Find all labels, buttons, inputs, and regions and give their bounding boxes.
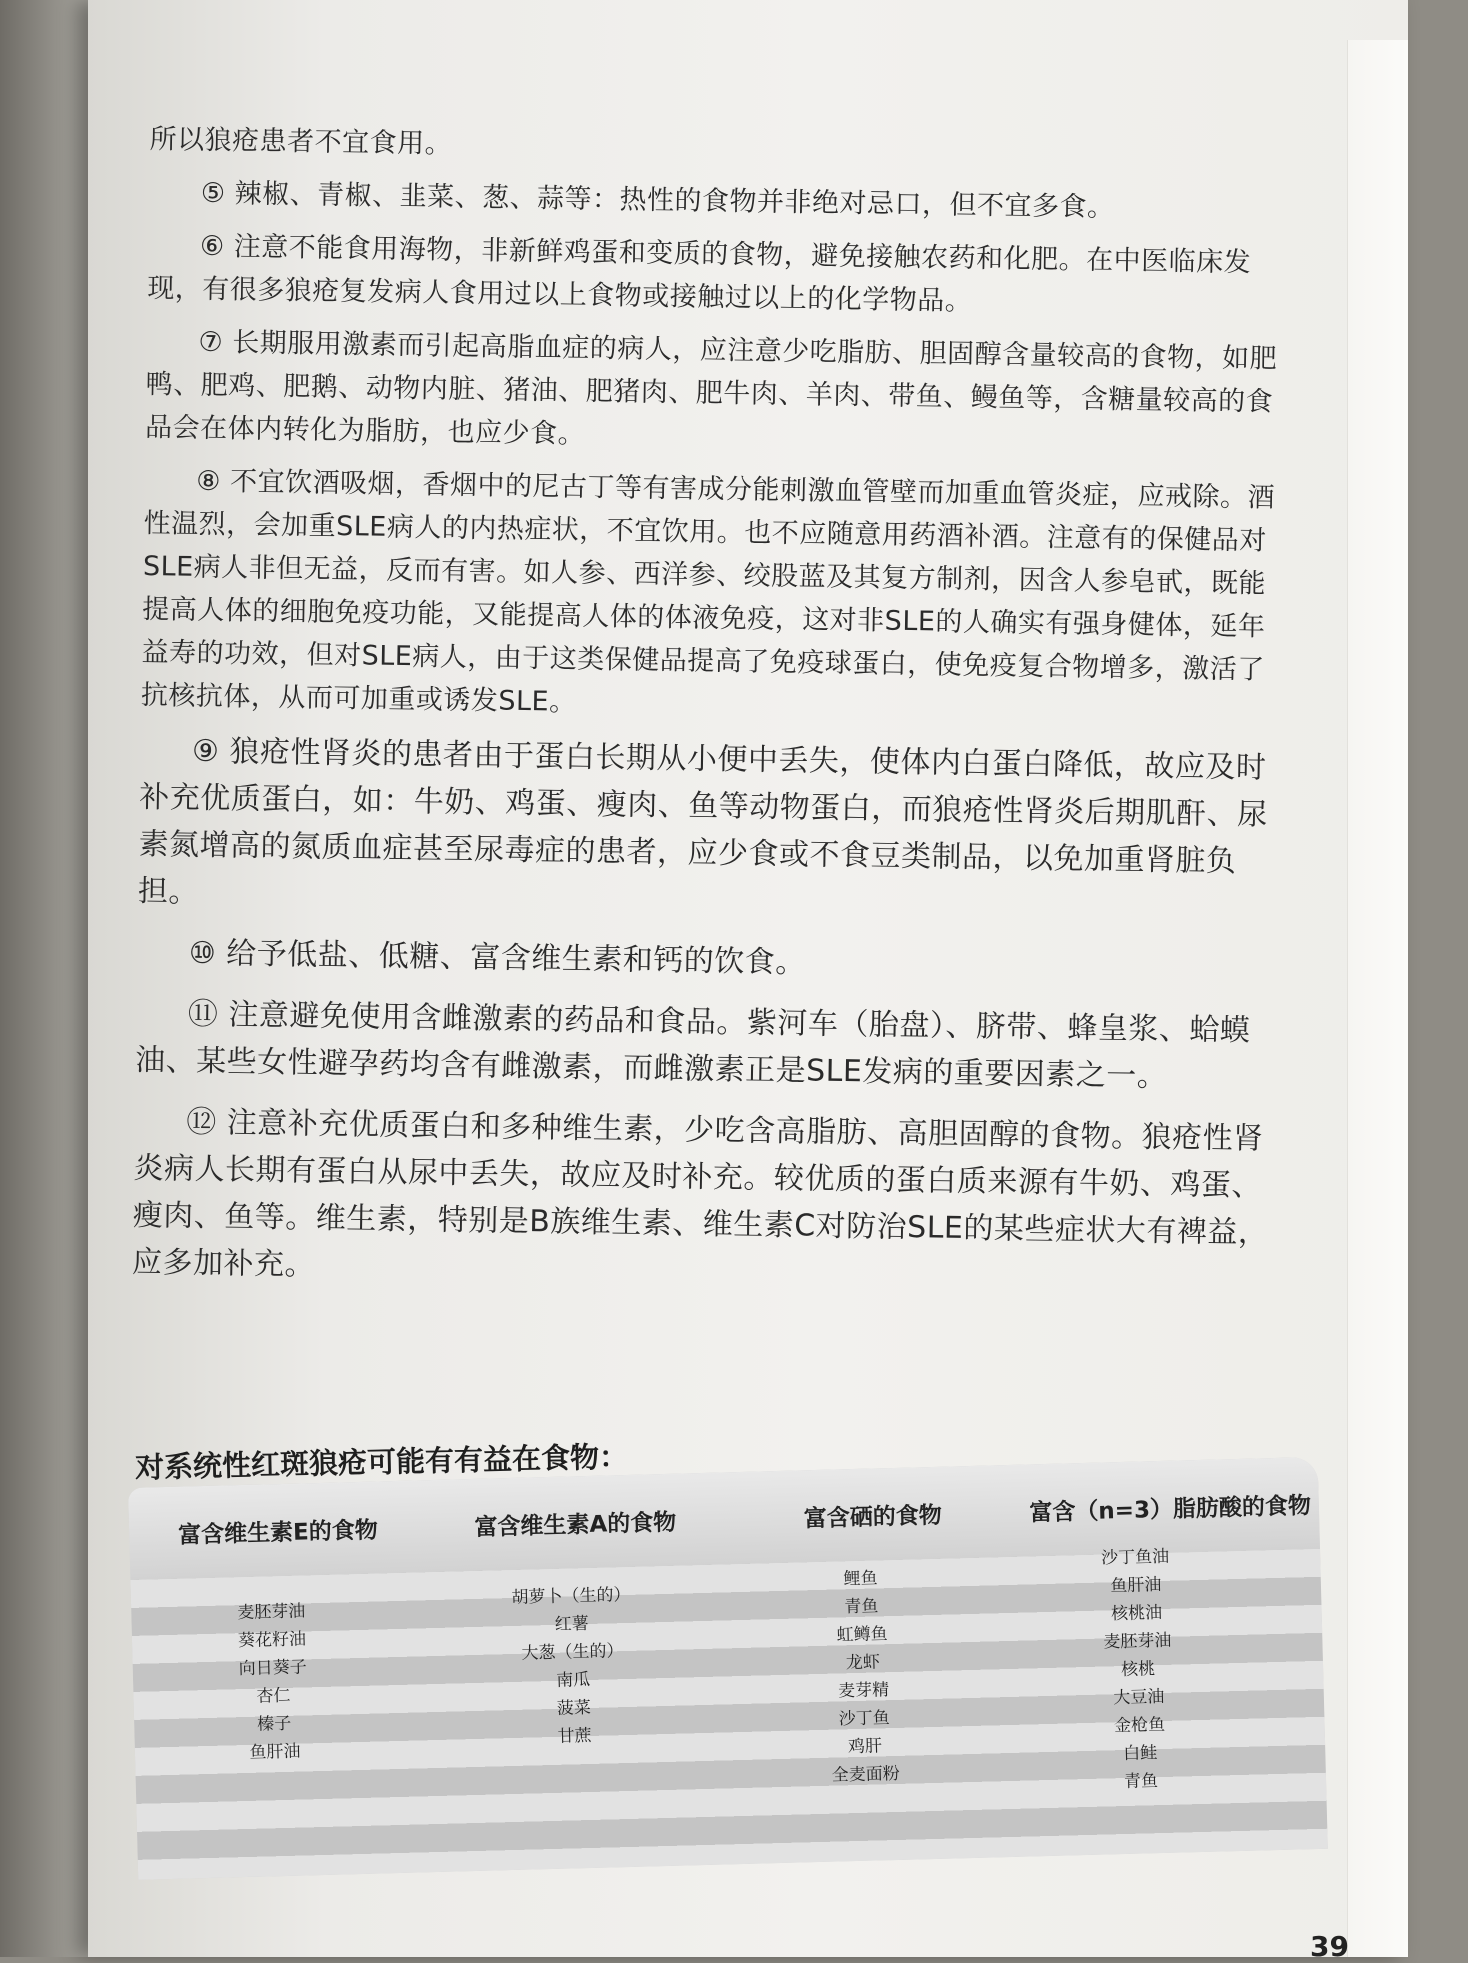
table-cell: 鱼肝油 <box>249 1741 301 1763</box>
table-cell: 麦芽精 <box>837 1680 890 1702</box>
table-cell: 全麦面粉 <box>831 1763 901 1786</box>
paragraph-9: ⑨ 狼疮性肾炎的患者由于蛋白长期从小便中丢失，使体内白蛋白降低，故应及时补充优质蛋白，如：牛奶、鸡蛋、瘦肉、鱼等动物蛋白，而狼疮性肾炎后期肌酐、尿素氮增高的氮质血症甚至尿毒症的患者，应少食或不食豆类制品，以免加重肾脏负担。 <box>137 733 1268 910</box>
table-cell: 核桃 <box>1120 1659 1156 1681</box>
header-vitamin-a: 富含维生素A的食物 <box>474 1509 677 1541</box>
header-selenium: 富含硒的食物 <box>803 1502 943 1532</box>
header-omega3: 富含（n=3）脂肪酸的食物 <box>1029 1492 1312 1526</box>
table-cell: 鸡肝 <box>847 1736 883 1758</box>
table-cell: 麦胚芽油 <box>1103 1630 1172 1653</box>
table-cell: 葵花籽油 <box>237 1629 307 1652</box>
paragraph-intro: 所以狼疮患者不宜食用。 <box>149 123 453 160</box>
table-cell: 胡萝卜（生的） <box>511 1584 631 1608</box>
header-vitamin-e: 富含维生素E的食物 <box>177 1516 379 1549</box>
paragraph-6: ⑥ 注意不能食用海物，非新鲜鸡蛋和变质的食物，避免接触农药和化肥。在中医临床发现，有很多狼疮复发病人食用过以上食物或接触过以上的化学物品。 <box>147 230 1252 317</box>
table-cell: 向日葵子 <box>238 1657 308 1680</box>
table-cell: 沙丁鱼 <box>838 1708 891 1730</box>
column-omega3 <box>1030 1541 1247 1798</box>
table-cell: 杏仁 <box>256 1685 291 1707</box>
column-selenium <box>760 1562 966 1791</box>
table-cell: 龙虾 <box>845 1652 881 1674</box>
paragraph-8: ⑧ 不宜饮酒吸烟，香烟中的尼古丁等有害成分能刺激血管壁而加重血管炎症，应戒除。酒性温烈，会加重SLE病人的内热症状，不宜饮用。也不应随意用药酒补酒。注意有的保健品对SLE病人非但无益，反而有害。如人参、西洋参、绞股蓝及其复方制剂，因含人参皂甙，既能提高人体的细胞免疫功能，又能提高人体的体液免疫，这对非SLE的人确实有强身健体，延年益寿的功效，但对SLE病人，由于这类保健品提高了免疫球蛋白，使免疫复合物增多，激活了抗核抗体，从而可加重或诱发SLE。 <box>140 465 1276 718</box>
table-cell: 大葱（生的） <box>521 1641 624 1664</box>
table-cell: 鱼肝油 <box>1110 1574 1162 1597</box>
table-cell: 鲤鱼 <box>843 1568 878 1590</box>
paragraph-12: ⑫ 注意补充优质蛋白和多种维生素，少吃含高脂肪、高胆固醇的食物。狼疮性肾炎病人长期有蛋白从尿中丢失，故应及时补充。较优质的蛋白质来源有牛奶、鸡蛋、瘦肉、鱼等。维生素，特别是B族维生素、维生素C对防治SLE的某些症状大有裨益，应多加补充。 <box>131 1104 1269 1283</box>
table-cell: 白鲑 <box>1123 1743 1158 1765</box>
table-cell: 青鱼 <box>1123 1771 1159 1793</box>
body-text <box>131 118 1299 1318</box>
paragraph-7: ⑦ 长期服用激素而引起高脂血症的病人，应注意少吃脂肪、胆固醇含量较高的食物，如肥鸭、肥鸡、肥鹅、动物内脏、猪油、肥猪肉、肥牛肉、羊肉、带鱼、鳗鱼等，含糖量较高的食品会在体内转化为脂肪，也应少食。 <box>144 326 1278 450</box>
table-cell: 大豆油 <box>1113 1686 1165 1709</box>
paragraph-11: ⑪ 注意避免使用含雌激素的药品和食品。紫河车（胎盘）、脐带、蜂皇浆、蛤蟆油、某些女性避孕药均含有雌激素，而雌激素正是SLE发病的重要因素之一。 <box>134 996 1251 1095</box>
page-edge <box>1347 40 1408 1957</box>
column-vitamin-e <box>171 1596 375 1769</box>
table-cell: 甘蔗 <box>557 1725 592 1747</box>
table-cell: 菠菜 <box>556 1697 592 1719</box>
table-cell: 榛子 <box>256 1713 292 1735</box>
book-spine-shadow <box>0 0 90 1957</box>
paragraph-5: ⑤ 辣椒、青椒、韭菜、葱、蒜等：热性的食物并非绝对忌口，但不宜多食。 <box>200 177 1115 224</box>
table-cell: 麦胚芽油 <box>237 1601 306 1624</box>
table-cell: 金枪鱼 <box>1113 1714 1166 1737</box>
food-table <box>128 1457 1328 1880</box>
section-heading: 对系统性红斑狼疮可能有有益在食物： <box>134 1439 629 1485</box>
table-cell: 虹鳟鱼 <box>836 1624 888 1646</box>
table-cell: 核桃油 <box>1110 1602 1163 1625</box>
table-cell: 沙丁鱼油 <box>1100 1546 1170 1569</box>
column-vitamin-a <box>471 1580 675 1753</box>
table-body <box>130 1546 1327 1880</box>
table-cell: 南瓜 <box>555 1669 591 1691</box>
paragraph-10: ⑩ 给予低盐、低糖、富含维生素和钙的饮食。 <box>188 935 807 981</box>
table-cell: 青鱼 <box>844 1596 879 1618</box>
table-cell: 红薯 <box>554 1613 589 1635</box>
page-number: 39 <box>1310 1930 1349 1963</box>
